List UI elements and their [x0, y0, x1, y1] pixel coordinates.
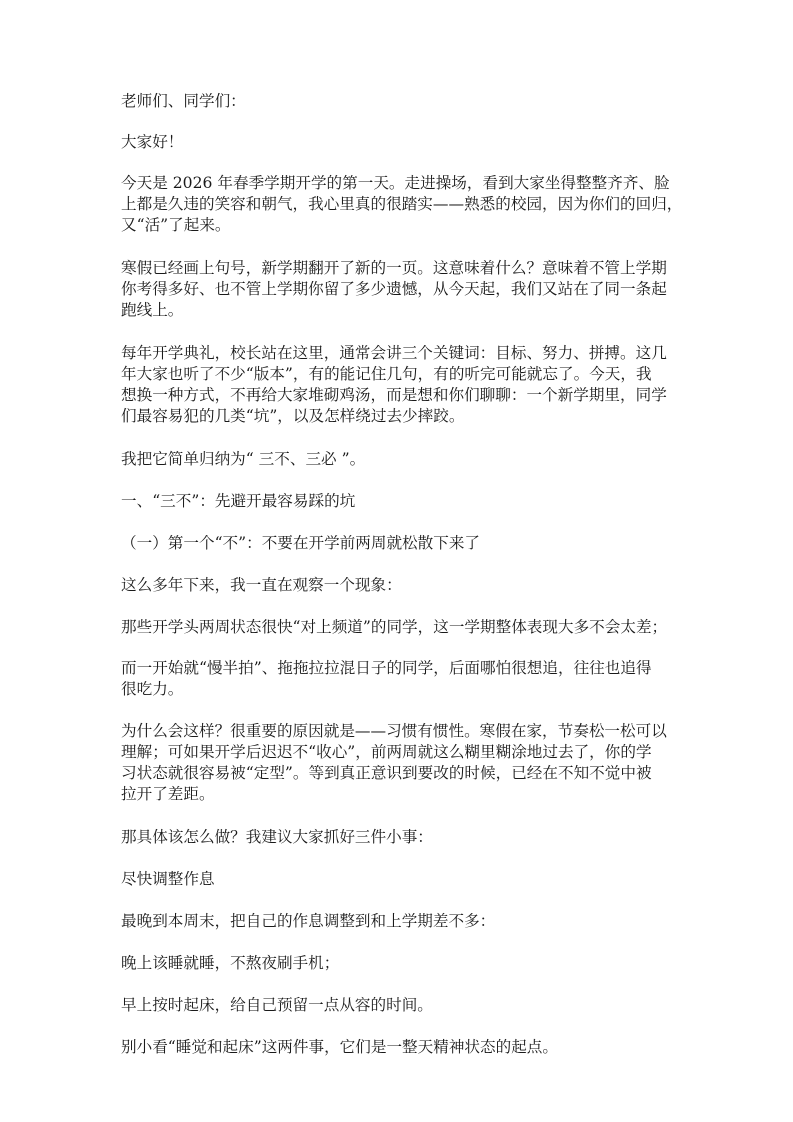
paragraph [121, 953, 339, 974]
paragraph [121, 258, 667, 321]
paragraph-line: 我把它简单归纳为“ 三不、三必 ”。 [121, 450, 366, 468]
paragraph-line: 晚上该睡就睡，不熬夜刷手机； [121, 954, 340, 972]
paragraph [121, 911, 495, 932]
paragraph-line: 那具体该怎么做？我建议大家抓好三件小事： [121, 828, 433, 846]
paragraph-line: 每年开学典礼，校长站在这里，通常会讲三个关键词：目标、努力、拼搏。这几 [121, 344, 667, 362]
paragraph-line: 寒假已经画上句号，新学期翻开了新的一页。这意味着什么？意味着不管上学期 [121, 259, 667, 277]
paragraph-line: 年大家也听了不少“版本”，有的能记住几句，有的听完可能就忘了。今天，我 [121, 365, 652, 383]
paragraph-line: 早上按时起床，给自己预留一点从容的时间。 [121, 996, 433, 1014]
paragraph-line: 跑线上。 [121, 301, 184, 319]
paragraph-line: 大家好！ [121, 133, 184, 151]
paragraph-line: 你考得多好、也不管上学期你留了多少遗憾，从今天起，我们又站在了同一条起 [121, 280, 667, 298]
paragraph-line: 今天是 2026 年春季学期开学的第一天。走进操场，看到大家坐得整整齐齐、脸 [121, 174, 670, 192]
paragraph [121, 827, 433, 848]
paragraph [121, 343, 667, 427]
paragraph [121, 869, 215, 890]
paragraph-line: 这么多年下来，我一直在观察一个现象： [121, 576, 402, 594]
paragraph [121, 173, 682, 236]
paragraph-line: 又“活”了起来。 [121, 216, 231, 234]
paragraph-line: 习状态就很容易被“定型”。等到真正意识到要改的时候，已经在不知不觉中被 [121, 764, 652, 782]
paragraph-line: 老师们、同学们： [121, 92, 246, 110]
paragraph-line: 理解；可如果开学后迟迟不“收心”，前两周就这么糊里糊涂地过去了，你的学 [121, 743, 652, 761]
paragraph [121, 995, 433, 1016]
paragraph-line: 最晚到本周末，把自己的作息调整到和上学期差不多： [121, 912, 496, 930]
paragraph [121, 91, 246, 112]
paragraph-line: 们最容易犯的几类“坑”，以及怎样绕过去少摔跤。 [121, 407, 465, 425]
paragraph-line: 为什么会这样？很重要的原因就是——习惯有惯性。寒假在家，节奏松一松可以 [121, 722, 667, 740]
paragraph-line: 一、“三不”：先避开最容易踩的坑 [121, 492, 356, 510]
paragraph [121, 533, 480, 554]
paragraph [121, 491, 355, 512]
paragraph-line: 上都是久违的笑容和朝气，我心里真的很踏实——熟悉的校园，因为你们的回归， [121, 195, 683, 213]
paragraph [121, 1037, 558, 1058]
paragraph-line: 想换一种方式，不再给大家堆砌鸡汤，而是想和你们聊聊：一个新学期里，同学 [121, 386, 667, 404]
paragraph-line: 别小看“睡觉和起床”这两件事，它们是一整天精神状态的起点。 [121, 1038, 558, 1056]
paragraph-line: 拉开了差距。 [121, 785, 215, 803]
paragraph [121, 721, 667, 805]
paragraph-line: 很吃力。 [121, 680, 184, 698]
paragraph-line: 那些开学头两周状态很快“对上频道”的同学，这一学期整体表现大多不会太差； [121, 618, 668, 636]
paragraph-line: （一）第一个“不”：不要在开学前两周就松散下来了 [121, 534, 481, 552]
paragraph [121, 658, 652, 700]
paragraph-line: 而一开始就“慢半拍”、拖拖拉拉混日子的同学，后面哪怕很想追，往往也追得 [121, 659, 652, 677]
paragraph [121, 449, 365, 470]
paragraph-line: 尽快调整作息 [121, 870, 215, 888]
paragraph [121, 132, 183, 153]
paragraph [121, 617, 667, 638]
paragraph [121, 575, 402, 596]
